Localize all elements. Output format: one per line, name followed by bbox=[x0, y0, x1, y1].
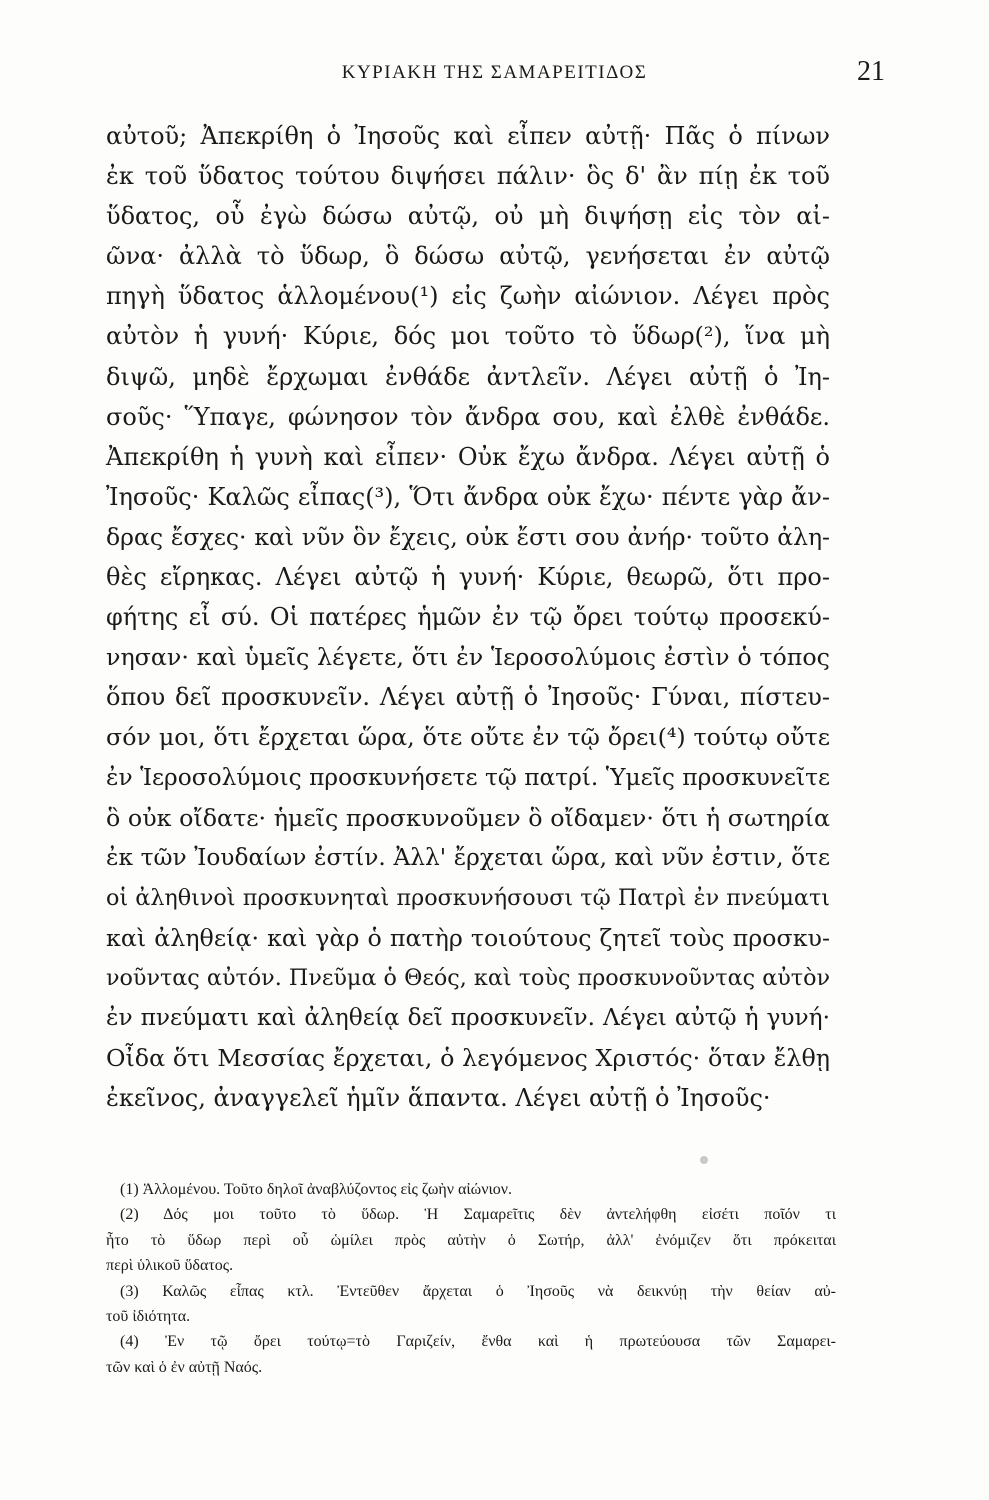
body-line: ὅπου δεῖ προσκυνεῖν. Λέγει αὐτῇ ὁ Ἰησοῦς· Γύναι, πίστευ- bbox=[106, 683, 830, 712]
footnote-line: (1) Ἁλλομένου. Τοῦτο δηλοῖ ἀναβλύζοντος εἰς ζωὴν αἰώνιον. bbox=[120, 1181, 512, 1198]
footnote-line: τῶν καὶ ὁ ἐν αὐτῇ Ναός. bbox=[106, 1358, 263, 1376]
body-line: ὕδατος, οὗ ἐγὼ δώσω αὐτῷ, οὐ μὴ διψήσῃ εἰς τὸν αἰ- bbox=[106, 202, 830, 231]
body-line: ἐν πνεύματι καὶ ἀληθείᾳ δεῖ προσκυνεῖν. Λέγει αὐτῷ ἡ γυνή· bbox=[106, 1004, 830, 1032]
body-line: Ἀπεκρίθη ἡ γυνὴ καὶ εἶπεν· Οὐκ ἔχω ἄνδρα. Λέγει αὐτῇ ὁ bbox=[106, 442, 830, 471]
body-line: νοῦντας αὐτόν. Πνεῦμα ὁ Θεός, καὶ τοὺς προσκυνοῦντας αὐτὸν bbox=[106, 964, 830, 991]
body-line: νησαν· καὶ ὑμεῖς λέγετε, ὅτι ἐν Ἱεροσολύμοις ἐστὶν ὁ τόπος bbox=[106, 643, 830, 672]
body-line: δρας ἔσχες· καὶ νῦν ὃν ἔχεις, οὐκ ἔστι σου ἀνήρ· τοῦτο ἀλη- bbox=[106, 522, 830, 551]
footnote-line: (2) Δός μοι τοῦτο τὸ ὕδωρ. Ἡ Σαμαρεῖτις δὲν ἀντελήφθη εἰσέτι ποῖόν τι bbox=[120, 1206, 836, 1224]
footnote-separator-dot bbox=[700, 1156, 708, 1164]
footnote-line: ἦτο τὸ ὕδωρ περὶ οὗ ὡμίλει πρὸς αὐτὴν ὁ Σωτήρ, ἀλλ' ἐνόμιζεν ὅτι πρόκειται bbox=[106, 1231, 836, 1249]
body-line: ὃ οὐκ οἴδατε· ἡμεῖς προσκυνοῦμεν ὃ οἴδαμεν· ὅτι ἡ σωτηρία bbox=[106, 803, 830, 832]
body-line: πηγὴ ὕδατος ἁλλομένου(¹) εἰς ζωὴν αἰώνιον. Λέγει πρὸς bbox=[106, 282, 830, 311]
footnote-line: (3) Καλῶς εἶπας κτλ. Ἐντεῦθεν ἄρχεται ὁ Ἰησοῦς νὰ δεικνύῃ τὴν θείαν αὐ- bbox=[120, 1282, 836, 1300]
body-line: ἐκ τοῦ ὕδατος τούτου διψήσει πάλιν· ὃς δ' ἂν πίῃ ἐκ τοῦ bbox=[106, 162, 830, 191]
running-header bbox=[96, 56, 893, 90]
body-line: οἱ ἀληθινοὶ προσκυνηταὶ προσκυνήσουσι τῷ Πατρὶ ἐν πνεύματι bbox=[106, 884, 830, 911]
body-line: καὶ ἀληθείᾳ· καὶ γὰρ ὁ πατὴρ τοιούτους ζητεῖ τοὺς προσκυ- bbox=[106, 923, 830, 952]
footnote-line: (4) Ἐν τῷ ὄρει τούτῳ=τὸ Γαριζείν, ἔνθα καὶ ἡ πρωτεύουσα τῶν Σαμαρει- bbox=[120, 1333, 836, 1351]
footnote-line: τοῦ ἰδιότητα. bbox=[106, 1307, 191, 1325]
body-line: Ἰησοῦς· Καλῶς εἶπας(³), Ὅτι ἄνδρα οὐκ ἔχω· πέντε γὰρ ἄν- bbox=[106, 482, 830, 511]
body-line: σοῦς· Ὕπαγε, φώνησον τὸν ἄνδρα σου, καὶ ἐλθὲ ἐνθάδε. bbox=[106, 402, 830, 431]
footnote-line: περὶ ὑλικοῦ ὕδατος. bbox=[106, 1257, 234, 1275]
body-line: αὐτὸν ἡ γυνή· Κύριε, δός μοι τοῦτο τὸ ὕδωρ(²), ἵνα μὴ bbox=[106, 322, 830, 351]
page-number: 21 bbox=[857, 56, 885, 87]
body-line: φήτης εἶ σύ. Οἱ πατέρες ἡμῶν ἐν τῷ ὄρει τούτῳ προσεκύ- bbox=[106, 603, 830, 632]
body-line: Οἶδα ὅτι Μεσσίας ἔρχεται, ὁ λεγόμενος Χριστός· ὅταν ἔλθῃ bbox=[106, 1044, 830, 1073]
body-line: σόν μοι, ὅτι ἔρχεται ὥρα, ὅτε οὔτε ἐν τῷ ὄρει(⁴) τούτῳ οὔτε bbox=[106, 723, 830, 752]
body-line: ῶνα· ἀλλὰ τὸ ὕδωρ, ὃ δώσω αὐτῷ, γενήσεται ἐν αὐτῷ bbox=[106, 242, 830, 271]
body-text bbox=[106, 116, 830, 1118]
body-line: θὲς εἴρηκας. Λέγει αὐτῷ ἡ γυνή· Κύριε, θεωρῶ, ὅτι προ- bbox=[106, 563, 830, 592]
footnotes bbox=[106, 1177, 836, 1380]
body-line: διψῶ, μηδὲ ἔρχωμαι ἐνθάδε ἀντλεῖν. Λέγει αὐτῇ ὁ Ἰη- bbox=[106, 362, 830, 391]
body-line: ἐν Ἱεροσολύμοις προσκυνήσετε τῷ πατρί. Ὑμεῖς προσκυνεῖτε bbox=[106, 763, 830, 791]
body-line: ἐκ τῶν Ἰουδαίων ἐστίν. Ἀλλ' ἔρχεται ὥρα, καὶ νῦν ἐστιν, ὅτε bbox=[106, 843, 830, 871]
running-title: ΚΥΡΙΑΚΗ ΤΗΣ ΣΑΜΑΡΕΙΤΙΔΟΣ bbox=[341, 62, 648, 83]
body-line: αὐτοῦ; Ἀπεκρίθη ὁ Ἰησοῦς καὶ εἶπεν αὐτῇ· Πᾶς ὁ πίνων bbox=[106, 122, 830, 150]
body-line: ἐκεῖνος, ἀναγγελεῖ ἡμῖν ἅπαντα. Λέγει αὐτῇ ὁ Ἰησοῦς· bbox=[106, 1084, 771, 1113]
